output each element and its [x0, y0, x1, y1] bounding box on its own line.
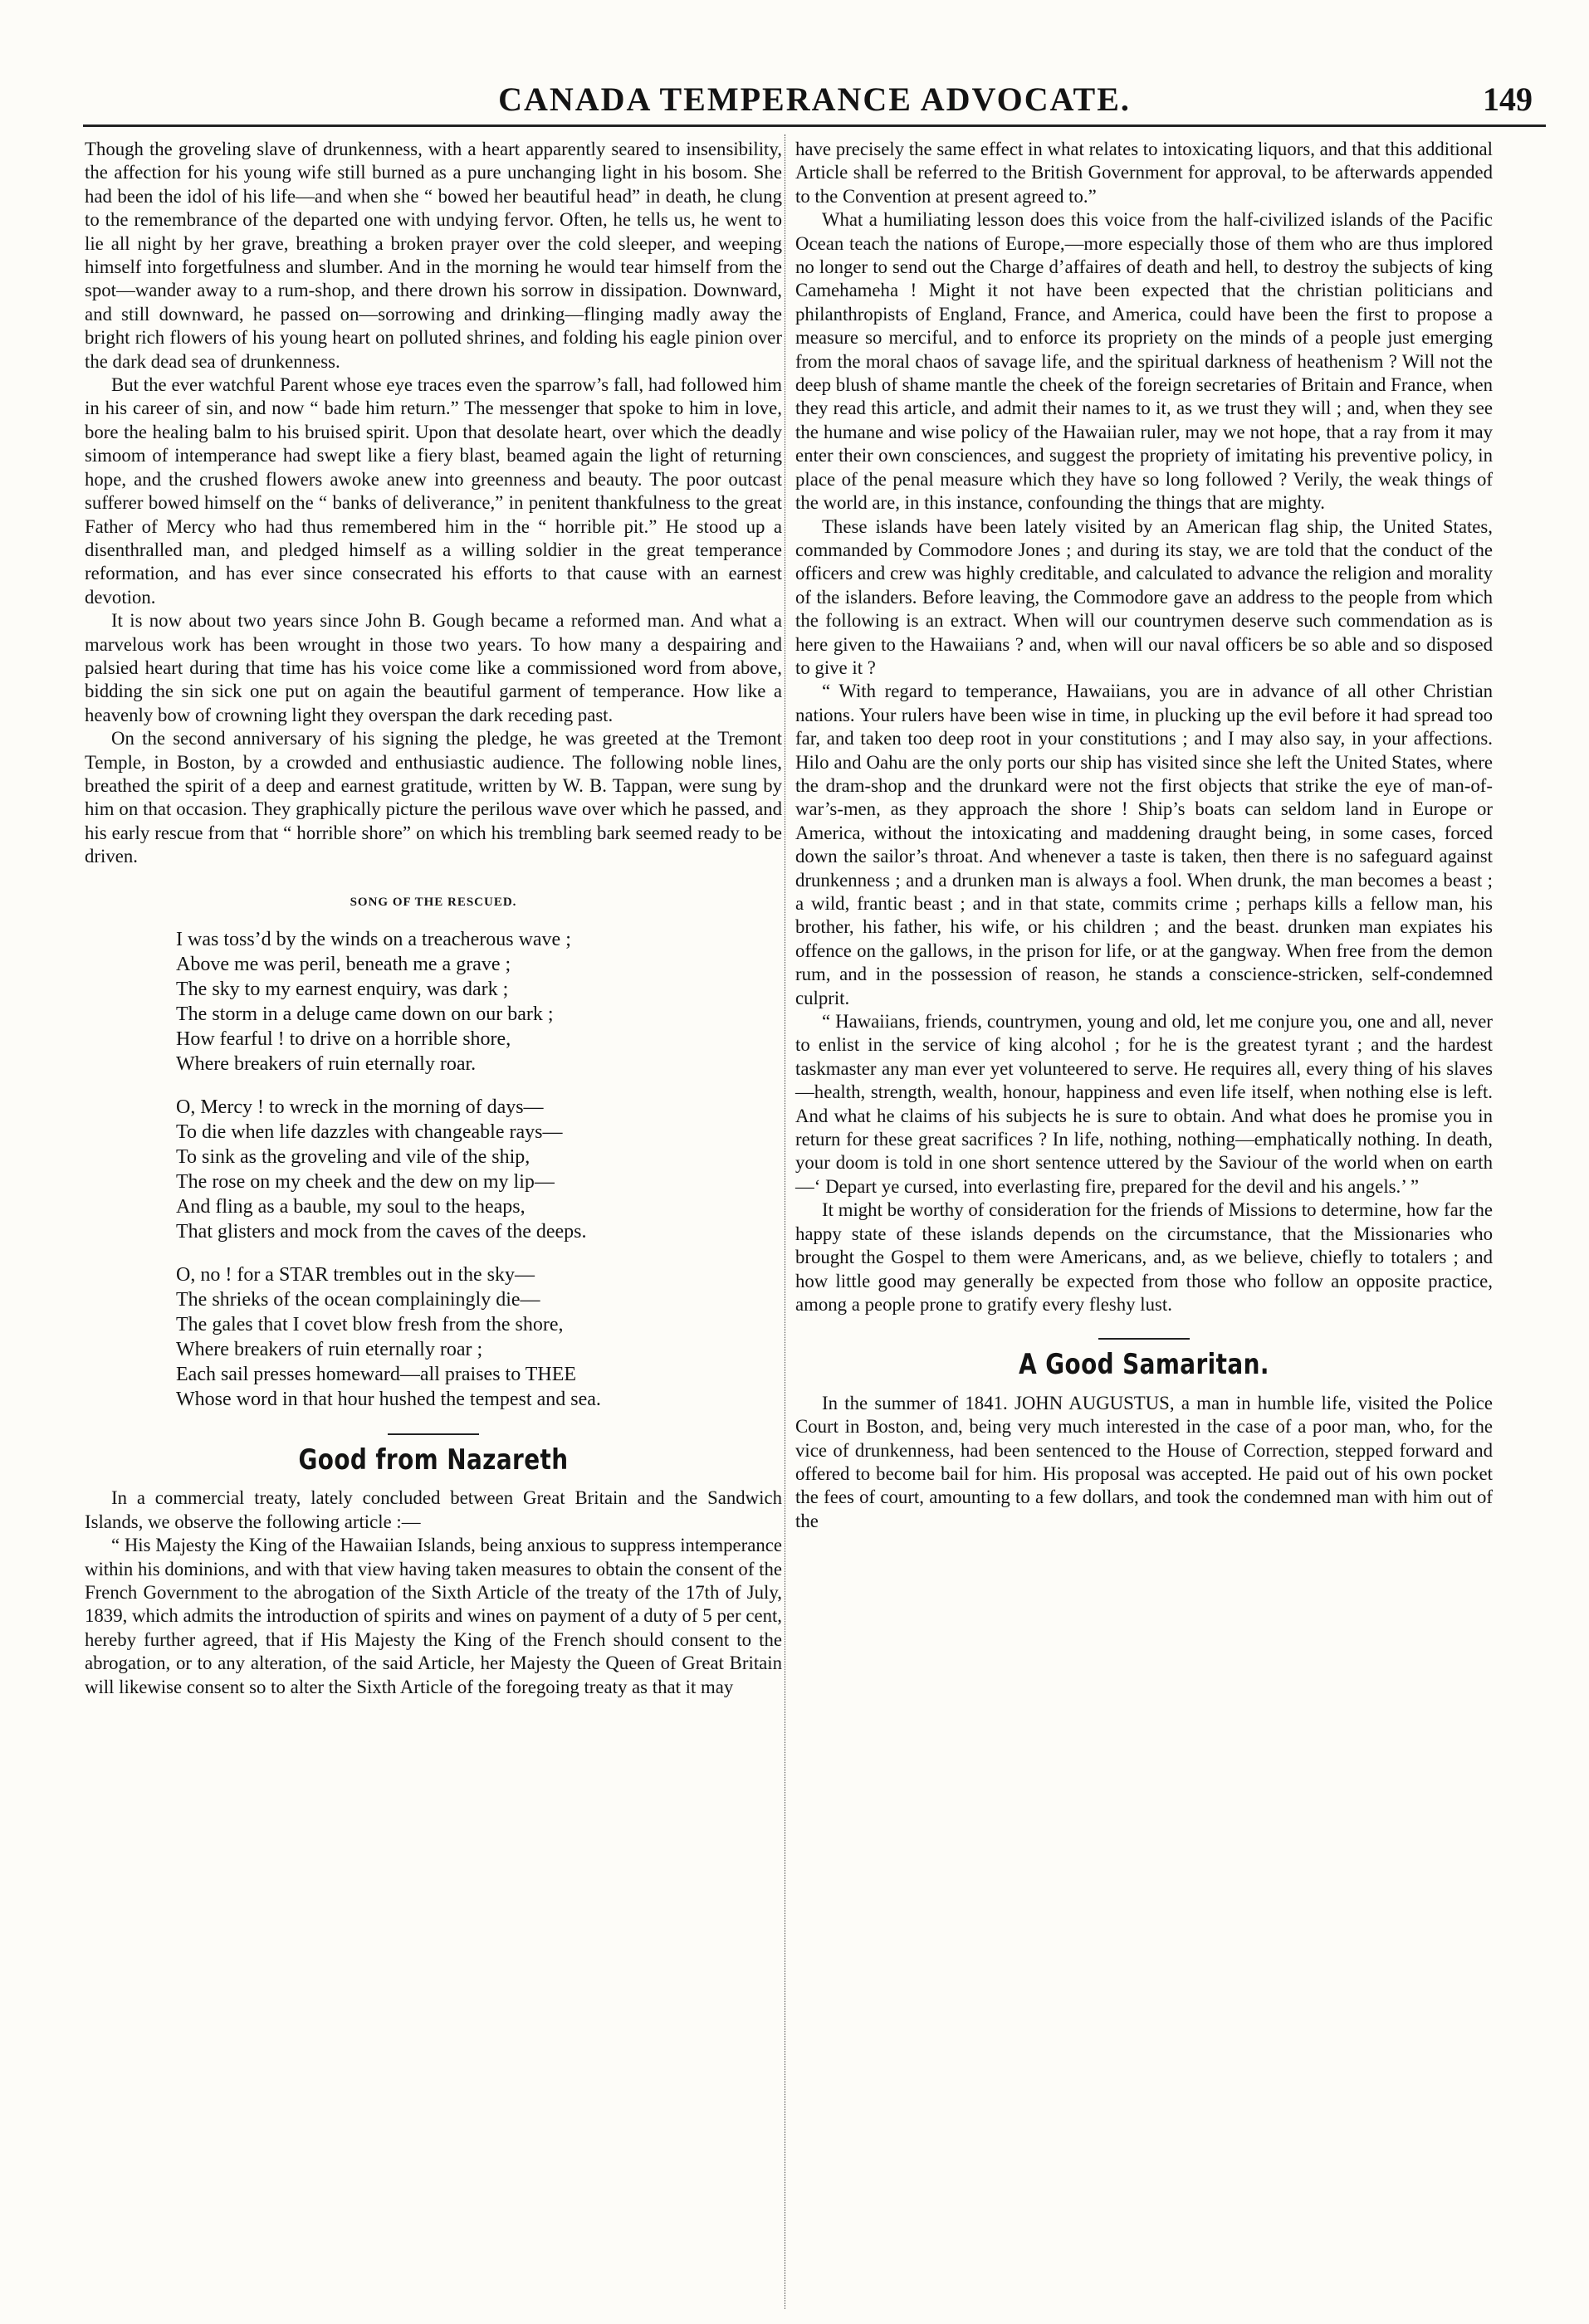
right-column	[795, 138, 1493, 1533]
article-paragraph: “ With regard to temperance, Hawaiians, you are in advance of all other Christian nations. Your rulers have been wise in time, in plucking up the evil before it had spread too far, and taken too deep root in your constitutions ; and I may also say, in your affections. Hilo and Oahu are the only ports our ship has visited since she left the United States, where the dram-shop and the drunkard were not the first objects that strike the eye of man-of-war’s-men, as they approach the shore ! Ship’s boats can seldom land in Europe or America, without the intoxicating and maddening draught being, in some cases, forced down the sailor’s throat. And whenever a taste is taken, then there is no safeguard against drunkenness ; and a drunken man is always a fool. When drunk, the man becomes a beast ; a wild, frantic beast ; and in that state, commits crime ; perhaps kills a fellow man, his brother, his father, his wife, or his children ; and the beast. drunken man expiates his offence on the gallows, in the prison for life, or at the gangway. When free from the demon rum, and in the possession of reason, he stands a conscience-stricken, self-condemned culprit.	[795, 681, 1493, 1008]
article-paragraph: It is now about two years since John B. Gough became a reformed man. And what a marvelous work has been wrought in those two years. To how many a despairing and palsied heart during that time has his voice come like a commissioned word from above, bidding the sin sick one put on again the beautiful garment of temperance. How like a heavenly bow of crowning light they overspan the dark receding past.	[85, 610, 782, 725]
section-rule	[1098, 1338, 1190, 1340]
poem-stanza	[176, 1262, 782, 1412]
article-paragraph: Though the groveling slave of drunkenness, with a heart apparently seared to insensibility, the affection for his young wife still burned as a pure unchanging light in his bosom. She had been the idol of his life—and when she “ bowed her beautiful head” in death, he clung to the remembrance of the departed one with undying fervor. Often, he tells us, he went to lie all night by her grave, breathing a broken prayer over the cold sleeper, and weeping himself into forgetfulness and slumber. And in the morning he would tear himself from the spot—wander away to a rum-shop, and there drown his sorrow in dissipation. Downward, and still downward, he passed on—sorrowing and drinking—flinging madly away the bright rich flowers of his young heart on polluted shrines, and folding his eagle pinion over the dark dead sea of drunkenness.	[85, 139, 782, 372]
section-rule	[388, 1433, 479, 1435]
article-paragraph: In a commercial treaty, lately concluded between Great Britain and the Sandwich Islands, we observe the following article :—	[85, 1487, 782, 1532]
section-title-nazareth: Good from Nazareth	[298, 1443, 569, 1477]
poem-line: The rose on my cheek and the dew on my lip—	[176, 1171, 555, 1193]
article-paragraph: What a humiliating lesson does this voice from the half-civilized islands of the Pacific Ocean teach the nations of Europe,—more especially those of them who are thus implored no longer to send out the Charge d’affaires of death and hell, to destroy the subjects of king Camehameha ! Might it not have been expected that the christian politicians and philanthropists of England, France, and America, could have been the first to propose a measure so merciful, and to enforce its propriety on the minds of a people just emerging from the moral chaos of savage life, and the spiritual darkness of heathenism ? Will not the deep blush of shame mantle the cheek of the foreign secretaries of Britain and France, when they read this article, and admit their names to it, as we trust they will ; and, when they see the humane and wise policy of the Hawaiian ruler, may we not hope, that a ray from it may enter their own consciences, and suggest the propriety of imitating his preventive policy, in place of the penal measure which they have so long followed ? Verily, the weak things of the world are, in this instance, confounding the things that are mighty.	[795, 209, 1493, 514]
article-paragraph: On the second anniversary of his signing the pledge, he was greeted at the Tremont Temple, in Boston, by a crowded and enthusiastic audience. The following noble lines, breathed the spirit of a deep and earnest gratitude, written by W. B. Tappan, were sung by him on that occasion. They graphically picture the perilous wave over which he passed, and his early rescue from that “ horrible shore” on which his trembling bark seemed ready to be driven.	[85, 728, 782, 867]
poem-stanza	[176, 1095, 782, 1244]
poem-line: O, no ! for a STAR trembles out in the sky—	[176, 1264, 535, 1286]
poem-line: The gales that I covet blow fresh from the shore,	[176, 1314, 564, 1335]
poem-line: O, Mercy ! to wreck in the morning of days—	[176, 1096, 544, 1118]
article-paragraph: “ Hawaiians, friends, countrymen, young and old, let me conjure you, one and all, never to enlist in the service of king alcohol ; for he is the greatest tyrant ; and the hardest taskmaster any man ever yet volunteered to serve. He requires all, every thing of his slaves—health, strength, wealth, honour, happiness and even life itself, when nothing else is left. And what he claims of his subjects he is sure to obtain. And what does he promise you in return for these great sacrifices ? In life, nothing, nothing—emphatically nothing. In death, your doom is told in one short sentence uttered by the Saviour of the world when on earth—‘ Depart ye cursed, into everlasting fire, prepared for the devil and his angels.’ ”	[795, 1011, 1493, 1197]
article-paragraph: have precisely the same effect in what relates to intoxicating liquors, and that this additional Article shall be referred to the British Government for approval, to be afterwards appended to the Convention at present agreed to.”	[795, 139, 1493, 207]
poem-line: Each sail presses homeward—all praises to THEE	[176, 1364, 577, 1385]
publication-title: CANADA TEMPERANCE ADVOCATE.	[498, 81, 1131, 118]
article-paragraph: In the summer of 1841. JOHN AUGUSTUS, a man in humble life, visited the Police Court in Boston, and, being very much interested in the case of a poor man, who, for the vice of drunkenness, had been sentenced to the House of Correction, stepped forward and offered to become bail for him. His proposal was accepted. He paid out of his own pocket the fees of court, amounting to a few dollars, and took the condemned man with him out of the	[795, 1392, 1493, 1531]
left-column	[85, 138, 782, 1699]
article-paragraph: “ His Majesty the King of the Hawaiian Islands, being anxious to suppress intemperance within his dominions, and with that view having taken measures to obtain the consent of the French Government to the abrogation of the Sixth Article of the treaty of the 17th of July, 1839, which admits the introduction of spirits and wines on payment of a duty of 5 per cent, hereby further agreed, that if His Majesty the King of the French should consent to the abrogation, or to any alteration, of the said Article, her Majesty the Queen of Great Britain will likewise consent so to alter the Sixth Article of the foregoing treaty as that it may	[85, 1535, 782, 1697]
header-rule	[83, 124, 1546, 127]
poem-line: How fearful ! to drive on a horrible shore,	[176, 1028, 511, 1050]
poem-line: Above me was peril, beneath me a grave ;	[176, 954, 511, 975]
poem-line: Where breakers of ruin eternally roar.	[176, 1053, 477, 1075]
article-paragraph: It might be worthy of consideration for the friends of Missions to determine, how far the happy state of these islands depends on the circumstance, that the Missionaries who brought the Gospel to them were Americans, and, as we believe, chiefly to totalers ; and how little good may generally be expected from those who follow an opposite practice, among a people prone to gratify every fleshy lust.	[795, 1199, 1493, 1315]
page-number: 149	[1483, 81, 1533, 118]
poem-line: To sink as the groveling and vile of the ship,	[176, 1146, 530, 1168]
poem-line: And fling as a bauble, my soul to the heaps,	[176, 1196, 526, 1218]
section-title-samaritan: A Good Samaritan.	[1019, 1348, 1269, 1382]
poem-line: I was toss’d by the winds on a treacherous wave ;	[176, 929, 571, 950]
poem-line: Where breakers of ruin eternally roar ;	[176, 1339, 483, 1360]
poem-line: To die when life dazzles with changeable rays—	[176, 1121, 563, 1143]
poem-line: The sky to my earnest enquiry, was dark ;	[176, 979, 509, 1000]
poem-line: The storm in a deluge came down on our bark ;	[176, 1003, 554, 1025]
article-paragraph: But the ever watchful Parent whose eye traces even the sparrow’s fall, had followed him in his career of sin, and now “ bade him return.” The messenger that spoke to him in love, bore the healing balm to his bruised spirit. Upon that desolate heart, over which the deadly simoom of intemperance had swept like a fiery blast, beamed again the light of returning hope, and the crushed flowers awoke anew into greenness and beauty. The poor outcast sufferer bowed himself on the “ banks of deliverance,” in penitent thankfulness to the great Father of Mercy who had thus remembered him in the “ horrible pit.” He stood up a disenthralled man, and pledged himself as a willing soldier in the great temperance reformation, and has ever since consecrated his efforts to that cause with an earnest devotion.	[85, 374, 782, 608]
poem-line: Whose word in that hour hushed the tempest and sea.	[176, 1389, 601, 1410]
poem-stanza	[176, 927, 782, 1077]
page-header	[90, 76, 1539, 126]
poem-line: That glisters and mock from the caves of the deeps.	[176, 1221, 587, 1243]
poem-line: The shrieks of the ocean complainingly die—	[176, 1289, 540, 1311]
article-paragraph: These islands have been lately visited by an American flag ship, the United States, commanded by Commodore Jones ; and during its stay, we are told that the conduct of the officers and crew was highly creditable, and calculated to advance the religion and morality of the islanders. Before leaving, the Commodore gave an address to the people from which the following is an extract. When will our countrymen deserve such commendation as is here given to the Hawaiians ? and, when will our naval officers be so able and so disposed to give it ?	[795, 515, 1493, 678]
poem-title: SONG OF THE RESCUED.	[350, 895, 517, 909]
